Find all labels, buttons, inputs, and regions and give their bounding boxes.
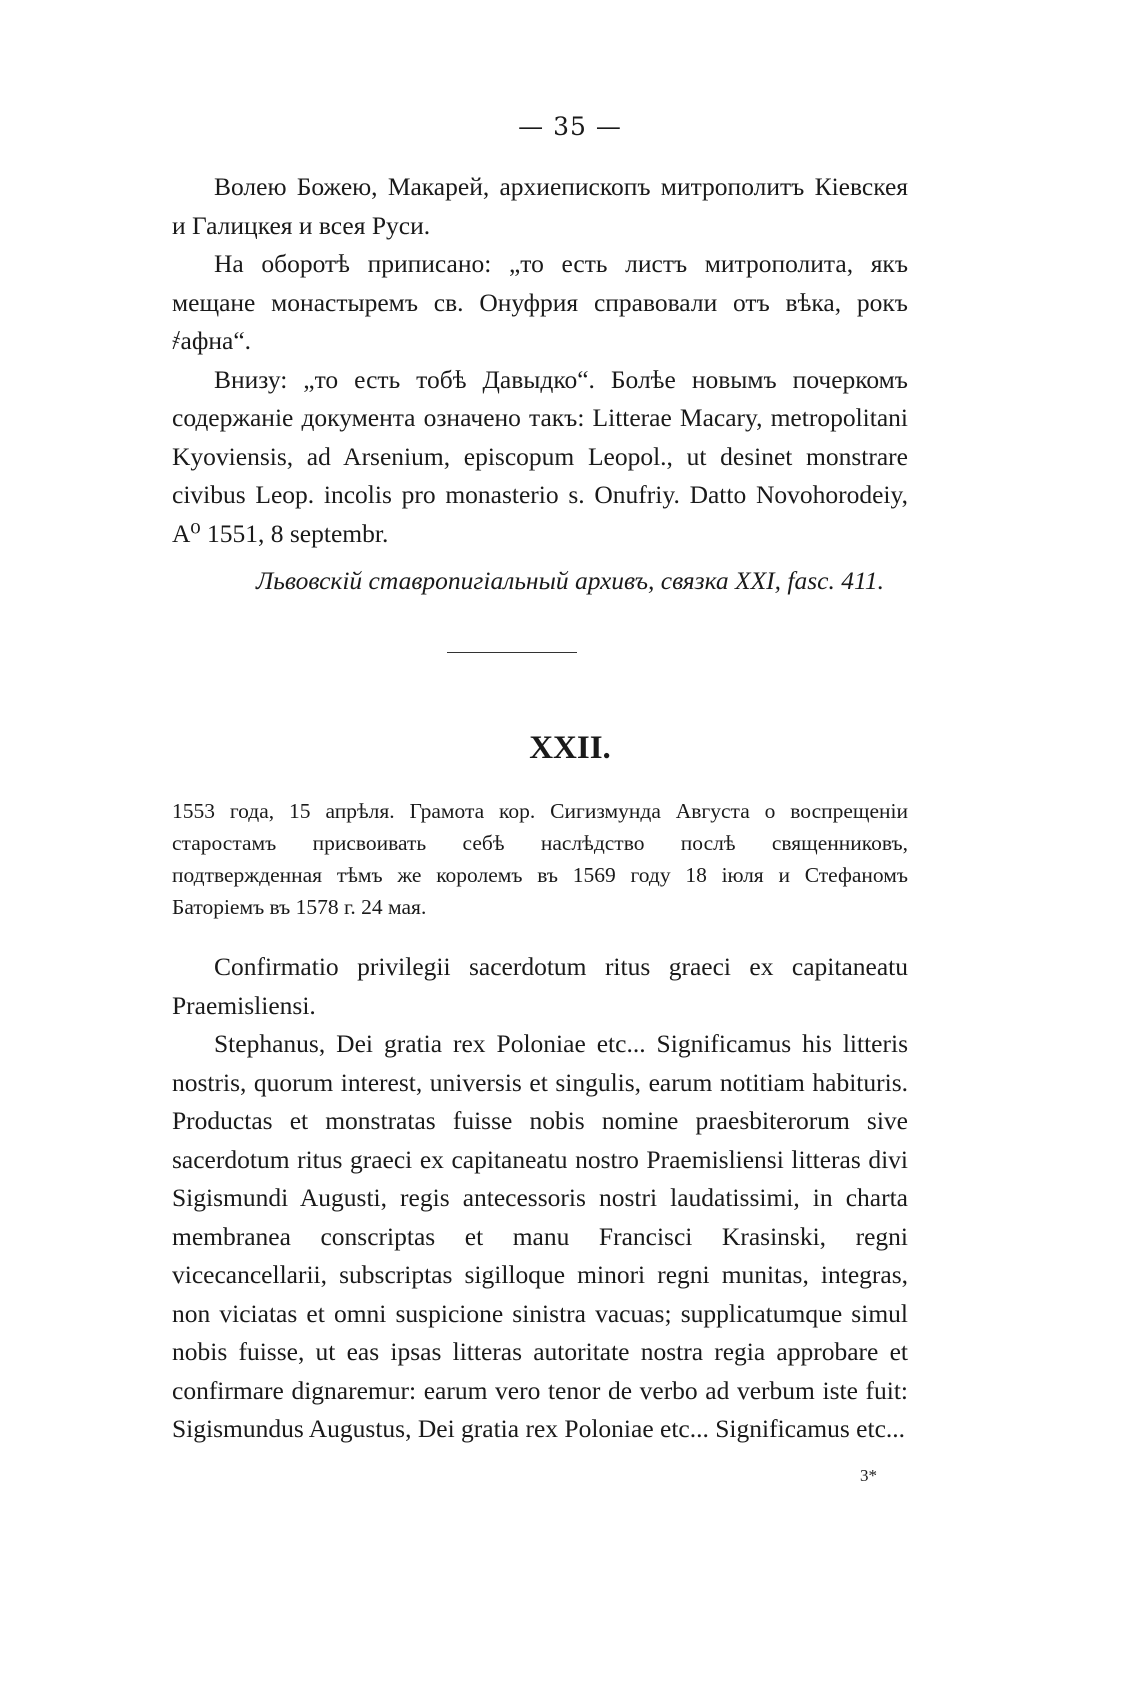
paragraph: Внизу: „то есть тобѣ Давыдко“. Болѣе новымъ почеркомъ содержаніе документа означено такъ: Litterae Macary, metropolitani Kyoviensis, ad Arsenium, episcopum Leopol., ut desinet monstrare civibus Leop. incolis pro monasterio s. Onufriy. Datto Novohorodeiy, A⁰ 1551, 8 septembr. bbox=[172, 364, 908, 548]
document-summary bbox=[172, 795, 908, 923]
source-note: Львовскій ставропигіальный архивъ, связка XXI, fasc. 411. bbox=[256, 566, 884, 595]
section-heading: XXII. bbox=[529, 730, 611, 766]
summary-text: 1553 года, 15 апрѣля. Грамота кор. Сигизмунда Августа о воспрещеніи старостамъ присвоивать себѣ наслѣдство послѣ священниковъ, подтвержденная тѣмъ же королемъ въ 1569 году 18 іюля и Стефаномъ Баторіемъ въ 1578 г. 24 мая. bbox=[172, 799, 908, 919]
section-divider bbox=[447, 652, 577, 653]
page-number: — 35 — bbox=[518, 112, 622, 141]
latin-text-block bbox=[172, 948, 908, 1449]
signature-mark: 3* bbox=[860, 1466, 877, 1485]
paragraph: Stephanus, Dei gratia rex Poloniae etc... Significamus his litteris nostris, quorum interest, universis et singulis, earum notitiam habituris. Productas et monstratas fuisse nobis nomine praesbiterorum sive sacerdotum ritus graeci ex capitaneatu nostro Praemisliensi litteras divi Sigismundi Augusti, regis antecessoris nostri laudatissimi, in charta membranea conscriptas et manu Francisci Krasinski, regni vicecancellarii, subscriptas sigilloque minori regni munitas, integras, non viciatas et omni suspicione sinistra vacuas; supplicatumque simul nobis fuisse, ut eas ipsas litteras autoritate nostra regia approbare et confirmare dignaremur: earum vero tenor de verbo ad verbum iste fuit: Sigismundus Augustus, Dei gratia rex Poloniae etc... Significamus etc... bbox=[172, 1029, 908, 1443]
top-text-block bbox=[172, 168, 908, 553]
paragraph: Волею Божею, Макарей, архиепископъ митрополитъ Кіевскея и Галицкея и всея Руси. bbox=[172, 172, 908, 240]
paragraph: На оборотѣ приписано: „то есть листъ митрополита, якъ мещане монастыремъ св. Онуфрия справовали отъ вѣка, рокъ ҂афна“. bbox=[172, 249, 908, 355]
paragraph: Confirmatio privilegii sacerdotum ritus graeci ex capitaneatu Praemisliensi. bbox=[172, 952, 908, 1020]
